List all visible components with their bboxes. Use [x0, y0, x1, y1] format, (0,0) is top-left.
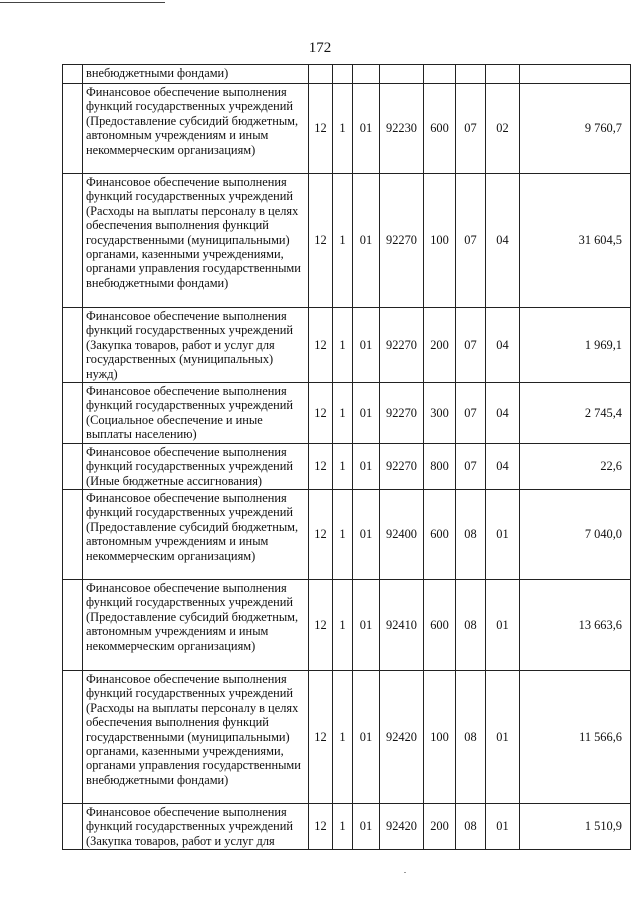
code-cell-1: 12	[309, 580, 333, 671]
code-cell-1	[309, 65, 333, 84]
code-cell-7: 01	[486, 804, 520, 850]
code-cell-2: 1	[333, 444, 353, 490]
table-row	[63, 65, 631, 84]
code-cell-3: 01	[353, 308, 380, 383]
row-number-cell	[63, 490, 83, 580]
code-cell-2: 1	[333, 84, 353, 174]
table-row	[63, 580, 631, 671]
code-cell-2: 1	[333, 174, 353, 308]
code-cell-7: 04	[486, 444, 520, 490]
code-cell-2: 1	[333, 580, 353, 671]
amount-cell: 11 566,6	[520, 671, 631, 804]
code-cell-7	[486, 65, 520, 84]
row-number-cell	[63, 580, 83, 671]
code-cell-4: 92270	[380, 383, 424, 444]
code-cell-6: 07	[456, 444, 486, 490]
code-cell-5	[424, 65, 456, 84]
code-cell-3: 01	[353, 84, 380, 174]
code-cell-4: 92400	[380, 490, 424, 580]
code-cell-3: 01	[353, 804, 380, 850]
code-cell-3	[353, 65, 380, 84]
code-cell-7: 01	[486, 490, 520, 580]
code-cell-4: 92270	[380, 444, 424, 490]
code-cell-7: 01	[486, 671, 520, 804]
table-row	[63, 84, 631, 174]
table-row	[63, 804, 631, 850]
description-cell: Финансовое обеспечение выполнения функций государственных учреждений (Расходы на выплаты персоналу в целях обеспечения выполнения функций государственными (муниципальными) органами, казенными учреждениями, органами управления государственными внебюджетными фондами)	[83, 174, 309, 308]
description-cell: Финансовое обеспечение выполнения функций государственных учреждений (Социальное обеспечение и иные выплаты населению)	[83, 383, 309, 444]
code-cell-7: 04	[486, 383, 520, 444]
code-cell-7: 04	[486, 174, 520, 308]
table-row	[63, 383, 631, 444]
amount-cell: 22,6	[520, 444, 631, 490]
table-row	[63, 444, 631, 490]
code-cell-3: 01	[353, 490, 380, 580]
code-cell-2: 1	[333, 804, 353, 850]
description-cell: внебюджетными фондами)	[83, 65, 309, 84]
code-cell-6: 07	[456, 174, 486, 308]
corner-rule	[0, 2, 165, 3]
row-number-cell	[63, 174, 83, 308]
code-cell-5: 100	[424, 671, 456, 804]
code-cell-2: 1	[333, 383, 353, 444]
code-cell-4: 92270	[380, 174, 424, 308]
code-cell-4: 92420	[380, 671, 424, 804]
code-cell-6: 08	[456, 671, 486, 804]
code-cell-3: 01	[353, 444, 380, 490]
code-cell-6: 08	[456, 580, 486, 671]
table-row	[63, 490, 631, 580]
code-cell-6: 08	[456, 490, 486, 580]
code-cell-5: 600	[424, 84, 456, 174]
row-number-cell	[63, 383, 83, 444]
code-cell-6: 07	[456, 84, 486, 174]
row-number-cell	[63, 308, 83, 383]
code-cell-1: 12	[309, 308, 333, 383]
amount-cell	[520, 65, 631, 84]
code-cell-6	[456, 65, 486, 84]
code-cell-3: 01	[353, 580, 380, 671]
code-cell-4	[380, 65, 424, 84]
table-row	[63, 308, 631, 383]
code-cell-4: 92420	[380, 804, 424, 850]
page-number: 172	[308, 40, 332, 56]
code-cell-3: 01	[353, 174, 380, 308]
code-cell-6: 07	[456, 308, 486, 383]
description-cell: Финансовое обеспечение выполнения функций государственных учреждений (Предоставление субсидий бюджетным, автономным учреждениям и иным некоммерческим организациям)	[83, 84, 309, 174]
description-cell: Финансовое обеспечение выполнения функций государственных учреждений (Предоставление субсидий бюджетным, автономным учреждениям и иным некоммерческим организациям)	[83, 580, 309, 671]
row-number-cell	[63, 84, 83, 174]
code-cell-3: 01	[353, 383, 380, 444]
code-cell-6: 08	[456, 804, 486, 850]
code-cell-1: 12	[309, 804, 333, 850]
code-cell-3: 01	[353, 671, 380, 804]
code-cell-6: 07	[456, 383, 486, 444]
code-cell-7: 04	[486, 308, 520, 383]
code-cell-2	[333, 65, 353, 84]
amount-cell: 9 760,7	[520, 84, 631, 174]
code-cell-7: 02	[486, 84, 520, 174]
code-cell-4: 92410	[380, 580, 424, 671]
table-row	[63, 671, 631, 804]
code-cell-1: 12	[309, 671, 333, 804]
code-cell-4: 92230	[380, 84, 424, 174]
code-cell-1: 12	[309, 174, 333, 308]
row-number-cell	[63, 444, 83, 490]
code-cell-4: 92270	[380, 308, 424, 383]
code-cell-1: 12	[309, 444, 333, 490]
code-cell-5: 600	[424, 580, 456, 671]
description-cell: Финансовое обеспечение выполнения функций государственных учреждений (Иные бюджетные ассигнования)	[83, 444, 309, 490]
code-cell-2: 1	[333, 308, 353, 383]
code-cell-5: 200	[424, 804, 456, 850]
code-cell-1: 12	[309, 383, 333, 444]
code-cell-5: 100	[424, 174, 456, 308]
budget-table	[62, 64, 631, 850]
description-cell: Финансовое обеспечение выполнения функций государственных учреждений (Закупка товаров, работ и услуг для государственных (муниципальных) нужд)	[83, 308, 309, 383]
amount-cell: 7 040,0	[520, 490, 631, 580]
code-cell-7: 01	[486, 580, 520, 671]
amount-cell: 13 663,6	[520, 580, 631, 671]
code-cell-1: 12	[309, 490, 333, 580]
code-cell-2: 1	[333, 490, 353, 580]
row-number-cell	[63, 804, 83, 850]
amount-cell: 2 745,4	[520, 383, 631, 444]
row-number-cell	[63, 671, 83, 804]
row-number-cell	[63, 65, 83, 84]
code-cell-5: 600	[424, 490, 456, 580]
scan-speck	[404, 872, 406, 873]
code-cell-5: 800	[424, 444, 456, 490]
table-row	[63, 174, 631, 308]
description-cell: Финансовое обеспечение выполнения функций государственных учреждений (Закупка товаров, работ и услуг для	[83, 804, 309, 850]
code-cell-5: 200	[424, 308, 456, 383]
code-cell-2: 1	[333, 671, 353, 804]
code-cell-5: 300	[424, 383, 456, 444]
amount-cell: 1 969,1	[520, 308, 631, 383]
amount-cell: 1 510,9	[520, 804, 631, 850]
description-cell: Финансовое обеспечение выполнения функций государственных учреждений (Расходы на выплаты персоналу в целях обеспечения выполнения функций государственными (муниципальными) органами, казенными учреждениями, органами управления государственными внебюджетными фондами)	[83, 671, 309, 804]
amount-cell: 31 604,5	[520, 174, 631, 308]
description-cell: Финансовое обеспечение выполнения функций государственных учреждений (Предоставление субсидий бюджетным, автономным учреждениям и иным некоммерческим организациям)	[83, 490, 309, 580]
code-cell-1: 12	[309, 84, 333, 174]
